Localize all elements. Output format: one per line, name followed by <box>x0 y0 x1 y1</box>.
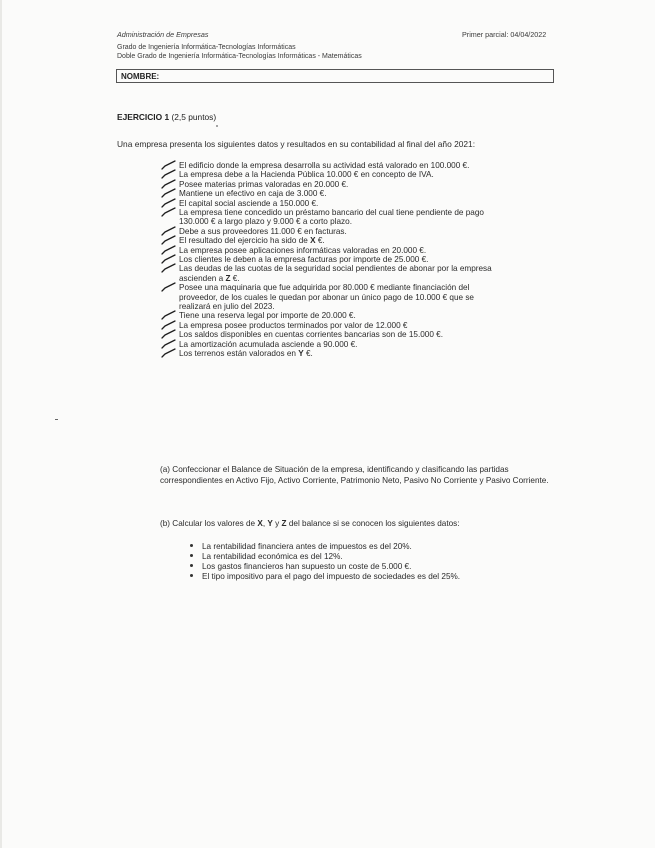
data-item-line: realizará en julio del 2023. <box>179 302 275 311</box>
name-label: NOMBRE: <box>121 72 160 81</box>
condition-item <box>190 552 343 561</box>
exercise-points: (2,5 puntos) <box>171 112 217 122</box>
bullet-icon <box>190 554 193 557</box>
bullet-icon <box>190 574 193 577</box>
exam-date: Primer parcial: 04/04/2022 <box>462 30 547 39</box>
condition-text: El tipo impositivo para el pago del impuesto de sociedades es del 25%. <box>202 572 461 581</box>
data-item-line: El capital social asciende a 150.000 €. <box>179 198 319 208</box>
condition-item <box>190 542 412 551</box>
stray-mark <box>55 419 58 420</box>
bullet-icon <box>190 564 193 567</box>
page-edge <box>0 0 2 848</box>
exercise-intro: Una empresa presenta los siguientes datos y resultados en su contabilidad al final del año 2021: <box>117 139 476 149</box>
data-item-line: Los terrenos están valorados en Y €. <box>179 349 313 358</box>
question-a: (a) Confeccionar el Balance de Situación de la empresa, identificando y clasificando las partidas correspondientes en Activo Fijo, Activo Corriente, Patrimonio Neto, Pasivo No Corriente y Pasivo Corriente. <box>160 465 549 485</box>
data-item-line: El edificio donde la empresa desarrolla su actividad está valorado en 100.000 €. <box>179 161 470 170</box>
data-item-line: La empresa posee aplicaciones informáticas valoradas en 20.000 €. <box>179 245 427 255</box>
data-item-line: La empresa debe a la Hacienda Pública 10.000 € en concepto de IVA. <box>179 170 434 180</box>
data-item-line: Posee una maquinaria que fue adquirida por 80.000 € mediante financiación del <box>179 283 470 293</box>
check-mark-icon <box>161 263 177 273</box>
data-item-line: Mantiene un efectivo en caja de 3.000 €. <box>179 189 327 199</box>
data-item-line: Debe a sus proveedores 11.000 € en facturas. <box>179 226 347 236</box>
data-item-line: El resultado del ejercicio ha sido de X €. <box>179 236 325 246</box>
exercise-title <box>117 112 216 122</box>
check-mark-icon <box>161 282 177 292</box>
data-item-line: Posee materias primas valoradas en 20.000 €. <box>179 179 349 189</box>
check-mark-icon <box>161 348 177 358</box>
stray-dot <box>216 125 218 127</box>
data-item-line: Las deudas de las cuotas de la seguridad social pendientes de abonar por la empresa <box>179 264 492 274</box>
exercise-number: EJERCICIO 1 <box>117 112 170 122</box>
data-item-line: La empresa posee productos terminados por valor de 12.000 € <box>179 320 408 330</box>
check-mark-icon <box>161 207 177 217</box>
data-item-line: 130.000 € a largo plazo y 9.000 € a corto plazo. <box>179 217 352 227</box>
bullet-icon <box>190 544 193 547</box>
data-item-line: Tiene una reserva legal por importe de 20.000 €. <box>179 311 356 321</box>
name-field[interactable] <box>116 69 554 83</box>
data-item-line: Los saldos disponibles en cuentas corrientes bancarias son de 15.000 €. <box>179 330 443 340</box>
question-b-text: (b) Calcular los valores de X, Y y Z del balance si se conocen los siguientes datos: <box>160 519 460 528</box>
question-b <box>160 519 460 528</box>
course-name: Administración de Empresas <box>117 30 209 39</box>
degree-line-1: Grado de Ingeniería Informática-Tecnologías Informáticas <box>117 44 296 51</box>
data-item-line: Los clientes le deben a la empresa facturas por importe de 25.000 €. <box>179 255 429 264</box>
condition-item <box>190 562 411 571</box>
data-item-line: La empresa tiene concedido un préstamo bancario del cual tiene pendiente de pago <box>179 208 484 217</box>
data-item-line: ascienden a Z €. <box>179 273 240 283</box>
condition-text: Los gastos financieros han supuesto un coste de 5.000 €. <box>202 562 412 571</box>
degree-line-2: Doble Grado de Ingeniería Informática-Tecnologías Informáticas - Matemáticas <box>117 53 362 60</box>
condition-item <box>190 572 460 581</box>
condition-text: La rentabilidad financiera antes de impuestos es del 20%. <box>202 542 412 551</box>
condition-text: La rentabilidad económica es del 12%. <box>202 552 343 561</box>
data-item-line: La amortización acumulada asciende a 90.000 €. <box>179 339 358 349</box>
data-item-line: proveedor, de los cuales le quedan por abonar un único pago de 10.000 € que se <box>179 292 474 302</box>
